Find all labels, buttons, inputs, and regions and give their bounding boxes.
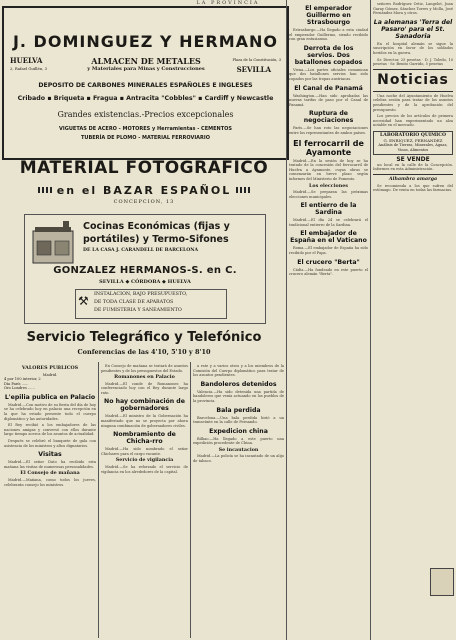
article-paragraph: Una noche del Ayuntamiento de Huelva celebra sesión para tratar de los asuntos pendientes y de la aprobación del presupuesto.: [373, 93, 453, 112]
alemanas-heading: La alemanas 'Terra del Pasaro' para el St. Sanadoria: [373, 18, 453, 40]
article-paragraph: Washington.—Han sido aprobadas las nuevas tarifas de paso por el Canal de Panamá.: [289, 93, 368, 107]
ad-dominguez-right-addr: Plaza de la Constitución, 3: [232, 58, 281, 62]
lab-title: LABORATORIO QUIMICO: [380, 132, 446, 138]
ad-dominguez-line5: TUBERÍA DE PLOMO - MATERIAL FERROVIARIO: [80, 135, 211, 141]
se-vende-heading: SE VENDE: [396, 156, 430, 164]
article-paragraph: Se recomienda a los que sufren del estómago. De venta en todas las farmacias.: [373, 183, 453, 193]
ad-dominguez-line4: VIGUETAS DE ACERO - MOTORES y Herramientas - CEMENTOS: [59, 126, 232, 132]
ad-gonzalez-install-box: [75, 289, 227, 319]
stove-illustration-icon: [29, 221, 77, 267]
article-paragraph: Madrid.—Se preparan las próximas elecciones municipales.: [289, 190, 368, 199]
ad-foto-title: MATERIAL FOTOGRAFICO: [19, 158, 269, 178]
noticias-heading: Noticias: [377, 71, 449, 88]
bala-heading: Bala perdida: [216, 406, 261, 414]
epilia-heading: L'epilia publica en Palacio: [4, 393, 96, 401]
article-paragraph: Madrid.—El día 24 se celebrará el tradicional entierro de la Sardina.: [289, 218, 368, 227]
article-paragraph: Madrid.—La policía se ha incautado de un alijo de tabaco.: [193, 454, 284, 464]
article-paragraph: un local en la calle de la Concepción. Informes en esta Administración.: [373, 162, 453, 172]
ad-dominguez-left-addr: 2, Rafael Guillén, 3: [10, 66, 48, 71]
article-paragraph: Viena.—Los partes oficiales comunican que dos batallones servios han sido copados por las tropas austriacas.: [289, 67, 368, 81]
nombramiento-heading: Nombramiento de Chicha-rro: [113, 431, 176, 446]
ad-gonzalez-i1: INSTALACION, BAJO PRESUPUESTO,: [94, 292, 188, 297]
stripe-right-icon: [236, 187, 250, 193]
lab-name: G. ENRIQUEZ, FERNANDEZ: [383, 137, 443, 143]
romanones-heading: Romanones en Palacio: [114, 374, 175, 381]
elecciones-heading: Los elecciones: [309, 182, 348, 189]
article-paragraph: a este y a varios otros y a los miembros de la Comisión del Cuerpo diplomático para tratar de los asuntos pendientes.: [193, 364, 284, 378]
tools-icon: ⚒: [78, 294, 89, 308]
ad-dominguez-line1: DEPOSITO DE CARBONES MINERALES ESPAÑOLES E INGLESES: [38, 82, 253, 89]
ruptura-heading: Ruptura de negociaciones: [303, 110, 354, 125]
bandoleros-heading: Bandoleros detenidos: [200, 380, 277, 388]
lab-addr: Análisis de Tierras, Minerales, Aguas, Vinos, Alimentos: [378, 143, 448, 152]
embajador-heading: El embajador de España en el Vaticano: [290, 230, 367, 245]
crucero-heading: El crucero "Berta": [297, 258, 360, 266]
alhambra-heading: Alhambra amarga: [388, 176, 438, 183]
combinacion-heading: No hay combinación de gobernadores: [104, 398, 185, 413]
article-paragraph: Estrasburgo.—Ha llegado a esta ciudad el emperador Guillermo, siendo recibido con gran entusiasmo.: [289, 28, 368, 42]
article-paragraph: Madrid.—Se ha reforzado el servicio de vigilancia en los alrededores de la capital.: [101, 464, 188, 474]
column-6: [373, 2, 453, 638]
divider: [373, 91, 453, 92]
valores-row: Día París ......: [4, 381, 29, 386]
divider: [373, 69, 453, 70]
column-divider: [370, 0, 371, 640]
article-paragraph: Madrid.—En la sesión de hoy se ha tratado de la concesión del ferrocarril de Huelva a Ayamonte, cuyas obras se comenzarán en breve plazo según informes del Ministerio de Fomento.: [289, 158, 368, 181]
ad-gonzalez-i3: DE FUMISTERIA Y SANEAMIENTO: [94, 308, 182, 313]
column-2: [101, 364, 188, 640]
column-divider: [190, 362, 191, 638]
article-paragraph: Los precios de los artículos de primera necesidad han experimentado un alza notable en el mercado.: [373, 114, 453, 128]
ad-gonzalez-h1: Cocinas Económicas (fijas y: [83, 221, 230, 232]
expedicion-heading: Expedicion china: [209, 427, 268, 435]
ad-dominguez-line2: Cribado ▪ Briqueta ▪ Fragua ▪ Antracita "Cobbles" ▪ Cardiff y Newcastle: [17, 95, 274, 102]
article-paragraph: Madrid.—Mañana, como todos los jueves, celebrarán consejo los ministros.: [4, 477, 96, 487]
vigilancia-heading: Servicio de vigilancia: [115, 457, 174, 464]
article-paragraph: Madrid.—Con motivo de su fiesta del día de hoy se ha celebrado hoy en palacio una recepción en la que ha estado presente todo el cuerpo diplomático y las autoridades.: [4, 402, 96, 421]
ad-foto-sub-row: [4, 179, 284, 198]
stripe-left-icon: [38, 187, 52, 193]
derrota-heading: Derrota de los servios. Dos batallones copados: [294, 44, 363, 66]
consejo-heading: El Consejo de mañana: [20, 470, 80, 477]
incautacion-heading: Se incautacion: [218, 446, 259, 453]
servicio-header: [4, 330, 284, 362]
ad-gonzalez-name: GONZALEZ HERMANOS-S. en C.: [53, 265, 237, 276]
valores-madrid: Madrid.: [42, 372, 58, 377]
article-paragraph: Madrid.—El señor Dato ha recibido esta mañana las visitas de numerosas personalidades.: [4, 460, 96, 469]
article-paragraph: Madrid.—El conde de Romanones ha conferenciado hoy con el Rey durante largo rato.: [101, 381, 188, 395]
valores-row: Oro Londres ......: [4, 386, 35, 391]
ad-dominguez-left-city: HUELVA: [10, 56, 43, 65]
ad-dominguez-line3: Grandes existencias.-Precios excepcionales: [57, 110, 234, 119]
ferrocarril-heading: El ferrocarril de Ayamonte: [293, 138, 364, 157]
ad-laboratorio: [373, 131, 453, 155]
article-paragraph: El Rey recibió a los embajadores de las naciones amigas y conversó con ellos durante largo tiempo acerca de los asuntos de actualidad.: [4, 423, 96, 437]
ad-gonzalez: [24, 214, 266, 324]
ad-gonzalez-h3: DE LA CASA J. CARANDELL DE BARCELONA: [83, 248, 199, 253]
column-1: [4, 364, 96, 640]
canal-heading: El Canal de Panamá: [294, 84, 363, 92]
ad-dominguez-right-city: SEVILLA: [236, 65, 271, 74]
article-paragraph: En el hospital alemán se sigue la suscripción en favor de los soldados heridos en la guerra.: [373, 41, 453, 55]
ad-foto-addr: CONCEPCION, 13: [113, 199, 175, 205]
ad-dominguez: [2, 6, 289, 160]
article-paragraph: Roma.—El embajador de España ha sido recibido por el Papa.: [289, 246, 368, 255]
article-paragraph: Cádiz.—Ha fondeado en este puerto el crucero alemán "Berta".: [289, 267, 368, 277]
article-paragraph: En Consejo de mañana se tratará de asuntos pendientes y de los presupuestos del Estado.: [101, 364, 188, 373]
ad-foto: [4, 158, 284, 208]
article-paragraph: Valencia.—Ha sido detenida una partida de bandoleros que venía actuando en los pueblos de la provincia.: [193, 389, 284, 403]
valores-row: 4 por 100 interior, 2: [4, 377, 41, 382]
entierro-heading: El entierro de la Sardina: [300, 202, 357, 217]
column-5: [289, 2, 368, 638]
column-divider: [286, 0, 287, 640]
ad-dominguez-store: ALMACEN DE METALES: [91, 56, 201, 66]
article-paragraph: Madrid.—Ha sido nombrado el señor Chicharro para el cargo vacante.: [101, 447, 188, 456]
column-3: [193, 364, 284, 640]
ad-dominguez-name: J. DOMINGUEZ Y HERMANO: [12, 32, 279, 51]
servicio-title: Servicio Telegráfico y Telefónico: [26, 330, 262, 345]
article-paragraph: París.—Se han roto las negociaciones entre los representantes de ambos países.: [289, 126, 368, 135]
ad-gonzalez-h2: portátiles) y Termo-Sifones: [83, 234, 229, 245]
column-divider: [98, 362, 99, 638]
masthead: LA PROVINCIA: [196, 0, 260, 6]
article-paragraph: señores Rodríguez Ortiz, Langelot, Juan Garay Gómez, Sánchez Torres y Molla, José Fernández Mora y otros.: [373, 2, 453, 16]
ad-foto-sub: en el BAZAR ESPAÑOL: [56, 184, 232, 197]
article-paragraph: Después se celebró el banquete de gala con asistencia de los ministros y altos dignatarios.: [4, 439, 96, 448]
visitas-heading: Visitas: [38, 451, 62, 459]
article-paragraph: Madrid.—El ministro de la Gobernación ha manifestado que no se proyecta por ahora ninguna combinación de gobernadores civiles.: [101, 414, 188, 428]
article-paragraph: Bilbao.—Ha llegado a este puerto una expedición procedente de China.: [193, 436, 284, 446]
divider: [373, 174, 453, 175]
ad-gonzalez-cities: SEVILLA ◆ CÓRDOBA ◆ HUELVA: [99, 279, 191, 285]
article-paragraph: Barcelona.—Una bala perdida hirió a un transeúnte en la calle de Fernando.: [193, 415, 284, 425]
library-stamp-icon: [430, 568, 454, 596]
servicio-sub: Conferencias de las 4'10, 5'10 y 8'10: [77, 348, 211, 356]
emperador-heading: El emperador Guillermo en Strasbourgo: [305, 5, 352, 26]
ad-gonzalez-i2: DE TODA CLASE DE APARATOS: [94, 300, 174, 305]
subscription-list: Sr. Director, 25 pesetas · D. J. Toledo, 10 pesetas · Sr. Benito Garrido, 5 pesetas: [373, 57, 453, 67]
ad-dominguez-store-sub: y Materiales para Minas y Construcciones: [87, 66, 205, 72]
valores-heading: VALORES PUBLICOS: [21, 365, 79, 371]
